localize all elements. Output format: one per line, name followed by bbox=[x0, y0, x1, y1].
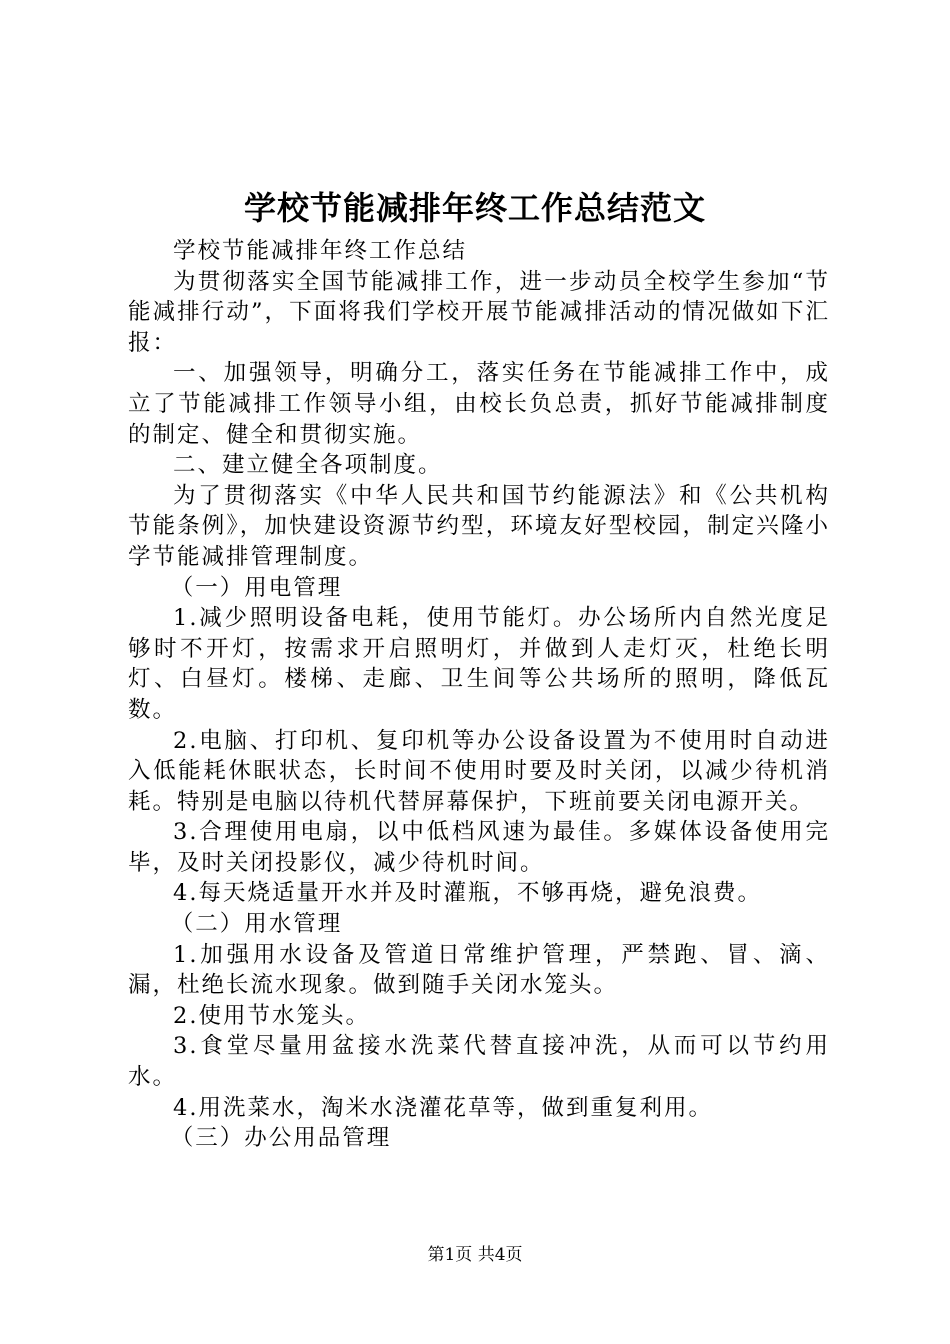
paragraph-water-2: 2.使用节水笼头。 bbox=[173, 1002, 370, 1029]
paragraph-electricity-2: 2.电脑、打印机、复印机等办公设备设置为不使用时自动进入低能耗休眠状态，长时间不使用时要及时关闭，以减少待机消耗。特别是电脑以待机代替屏幕保护，下班前要关闭电源开关。 bbox=[128, 727, 830, 815]
paragraph-section-2-heading: 二、建立健全各项制度。 bbox=[173, 452, 443, 479]
subheading-office-supplies: （三）办公用品管理 bbox=[170, 1125, 392, 1152]
paragraph-section-1: 一、加强领导，明确分工，落实任务在节能减排工作中，成立了节能减排工作领导小组，由校长负总责，抓好节能减排制度的制定、健全和贯彻实施。 bbox=[128, 360, 830, 448]
subheading-water: （二）用水管理 bbox=[170, 911, 343, 938]
document-title: 学校节能减排年终工作总结范文 bbox=[243, 189, 706, 227]
document-body bbox=[128, 236, 830, 1154]
page-footer: 第1页 共4页 bbox=[427, 1245, 523, 1265]
subheading-electricity: （一）用电管理 bbox=[170, 574, 343, 601]
paragraph-water-3: 3.食堂尽量用盆接水洗菜代替直接冲洗，从而可以节约用水。 bbox=[128, 1033, 830, 1091]
paragraph-water-1: 1.加强用水设备及管道日常维护管理，严禁跑、冒、滴、漏，杜绝长流水现象。做到随手关闭水笼头。 bbox=[128, 941, 830, 999]
paragraph-water-4: 4.用洗菜水，淘米水浇灌花草等，做到重复利用。 bbox=[173, 1094, 713, 1121]
paragraph-section-2-body: 为了贯彻落实《中华人民共和国节约能源法》和《公共机构节能条例》，加快建设资源节约型，环境友好型校园，制定兴隆小学节能减排管理制度。 bbox=[128, 482, 830, 570]
paragraph-electricity-1: 1.减少照明设备电耗，使用节能灯。办公场所内自然光度足够时不开灯，按需求开启照明灯，并做到人走灯灭，杜绝长明灯、白昼灯。楼梯、走廊、卫生间等公共场所的照明，降低瓦数。 bbox=[128, 605, 830, 723]
paragraph-intro: 为贯彻落实全国节能减排工作，进一步动员全校学生参加“节能减排行动”，下面将我们学校开展节能减排活动的情况做如下汇报： bbox=[128, 268, 830, 356]
paragraph-electricity-3: 3.合理使用电扇，以中低档风速为最佳。多媒体设备使用完毕，及时关闭投影仪，减少待机时间。 bbox=[128, 819, 830, 876]
paragraph-subtitle: 学校节能减排年终工作总结 bbox=[173, 238, 468, 264]
paragraph-electricity-4: 4.每天烧适量开水并及时灌瓶，不够再烧，避免浪费。 bbox=[173, 880, 762, 907]
